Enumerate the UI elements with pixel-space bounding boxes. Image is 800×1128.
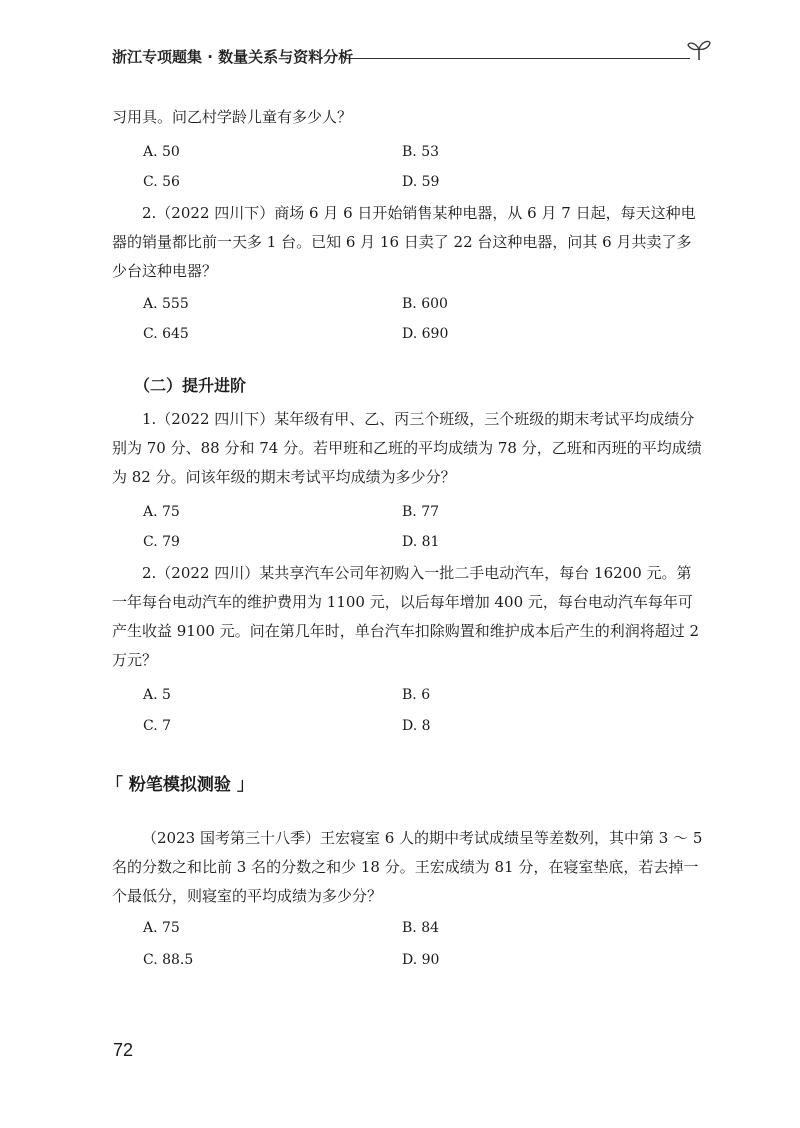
sprout-icon xyxy=(686,36,712,62)
question-text: 1.（2022 四川下）某年级有甲、乙、丙三个班级，三个班级的期末考试平均成绩分别为 70 分、88 分和 74 分。若甲班和乙班的平均成绩为 78 分，乙班和丙班的平均成绩为 82 分。问该年级的期末考试平均成绩为多少分？ xyxy=(112,410,702,486)
option-b: B. 600 xyxy=(402,296,448,312)
option-a: A. 75 xyxy=(143,504,180,520)
question-tail: 习用具。问乙村学龄儿童有多少人？ xyxy=(112,108,353,126)
option-b: B. 77 xyxy=(402,504,440,520)
option-c: C. 7 xyxy=(143,718,172,734)
header-title: 浙江专项题集 · 数量关系与资料分析 xyxy=(112,48,354,66)
option-a: A. 50 xyxy=(143,144,180,160)
option-a: A. 75 xyxy=(143,920,180,936)
option-a: A. 555 xyxy=(143,296,189,312)
question-text: 2.（2022 四川）某共享汽车公司年初购入一批二手电动汽车，每台 16200 元。第一年每台电动汽车的维护费用为 1100 元，以后每年增加 400 元，每台电动汽车每年可产生收益 9100 元。问在第几年时，单台汽车扣除购置和维护成本后产生的利润将超过 2 万元？ xyxy=(112,564,700,669)
option-a: A. 5 xyxy=(143,687,171,703)
question-text: （2023 国考第三十八季）王宏寝室 6 人的期中考试成绩呈等差数列，其中第 3 ～ 5 名的分数之和比前 3 名的分数之和少 18 分。王宏成绩为 81 分，在寝室垫底，若去掉一个最低分，则寝室的平均成绩为多少分？ xyxy=(112,829,703,905)
option-d: D. 59 xyxy=(402,174,440,190)
option-c: C. 56 xyxy=(143,174,180,190)
option-b: B. 84 xyxy=(402,920,440,936)
running-header xyxy=(112,46,712,70)
option-d: D. 90 xyxy=(402,952,440,968)
question-text: 2.（2022 四川下）商场 6 月 6 日开始销售某种电器，从 6 月 7 日起，每天这种电器的销量都比前一天多 1 台。已知 6 月 16 日卖了 22 台这种电器，问其 6 月共卖了多少台这种电器？ xyxy=(112,204,696,280)
subsection-heading: （二）提升进阶 xyxy=(134,376,247,395)
header-rule xyxy=(344,58,690,59)
option-b: B. 53 xyxy=(402,144,440,160)
option-b: B. 6 xyxy=(402,687,431,703)
option-d: D. 8 xyxy=(402,718,431,734)
option-d: D. 690 xyxy=(402,326,449,342)
page-number: 72 xyxy=(113,1040,134,1060)
option-d: D. 81 xyxy=(402,534,440,550)
option-c: C. 88.5 xyxy=(143,952,194,968)
section-heading: 「 粉笔模拟测验 」 xyxy=(106,775,254,795)
option-c: C. 645 xyxy=(143,326,189,342)
option-c: C. 79 xyxy=(143,534,180,550)
